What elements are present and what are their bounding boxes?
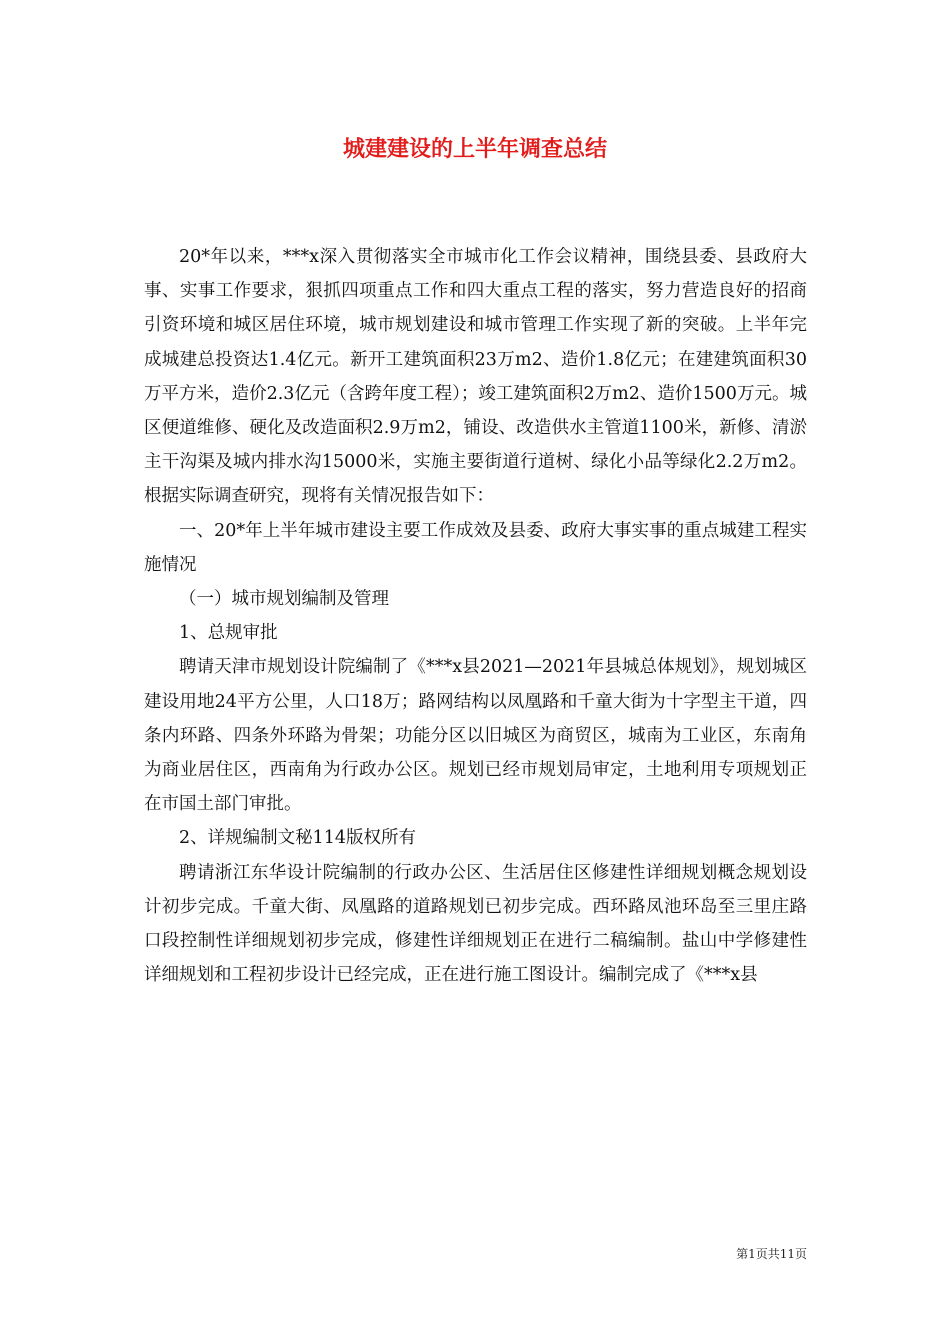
subsection-heading-1: （一）城市规划编制及管理 bbox=[179, 589, 389, 610]
item-heading-2: 2、详规编制文秘114版权所有 bbox=[179, 828, 417, 849]
document-body bbox=[144, 240, 807, 992]
page-number-footer: 第1页共11页 bbox=[736, 1247, 807, 1261]
paragraph-master-plan: 聘请天津市规划设计院编制了《***x县2021—2021年县城总体规划》，规划城区建设用地24平方公里，人口18万；路网结构以凤凰路和千童大街为十字型主干道，四条内环路、四条外环路为骨架；功能分区以旧城区为商贸区，城南为工业区，东南角为商业居住区，西南角为行政办公区。规划已经市规划局审定，土地利用专项规划正在市国土部门审批。 bbox=[144, 657, 807, 815]
section-heading-1: 一、20*年上半年城市建设主要工作成效及县委、政府大事实事的重点城建工程实施情况 bbox=[144, 520, 807, 575]
item-heading-1: 1、总规审批 bbox=[179, 623, 278, 644]
paragraph-detailed-plan: 聘请浙江东华设计院编制的行政办公区、生活居住区修建性详细规划概念规划设计初步完成。千童大街、凤凰路的道路规划已初步完成。西环路凤池环岛至三里庄路口段控制性详细规划初步完成，修建性详细规划正在进行二稿编制。盐山中学修建性详细规划和工程初步设计已经完成，正在进行施工图设计。编制完成了《***x县 bbox=[144, 862, 807, 986]
document-title: 城建建设的上半年调查总结 bbox=[342, 136, 607, 162]
paragraph-intro: 20*年以来，***x深入贯彻落实全市城市化工作会议精神，围绕县委、县政府大事、实事工作要求，狠抓四项重点工作和四大重点工程的落实，努力营造良好的招商引资环境和城区居住环境，城市规划建设和城市管理工作实现了新的突破。上半年完成城建总投资达1.4亿元。新开工建筑面积23万m2、造价1.8亿元；在建建筑面积30万平方米，造价2.3亿元（含跨年度工程）；竣工建筑面积2万m2、造价1500万元。城区便道维修、硬化及改造面积2.9万m2，铺设、改造供水主管道1100米，新修、清淤主干沟渠及城内排水沟15000米，实施主要街道行道树、绿化小品等绿化2.2万m2。根据实际调查研究，现将有关情况报告如下： bbox=[144, 247, 807, 507]
